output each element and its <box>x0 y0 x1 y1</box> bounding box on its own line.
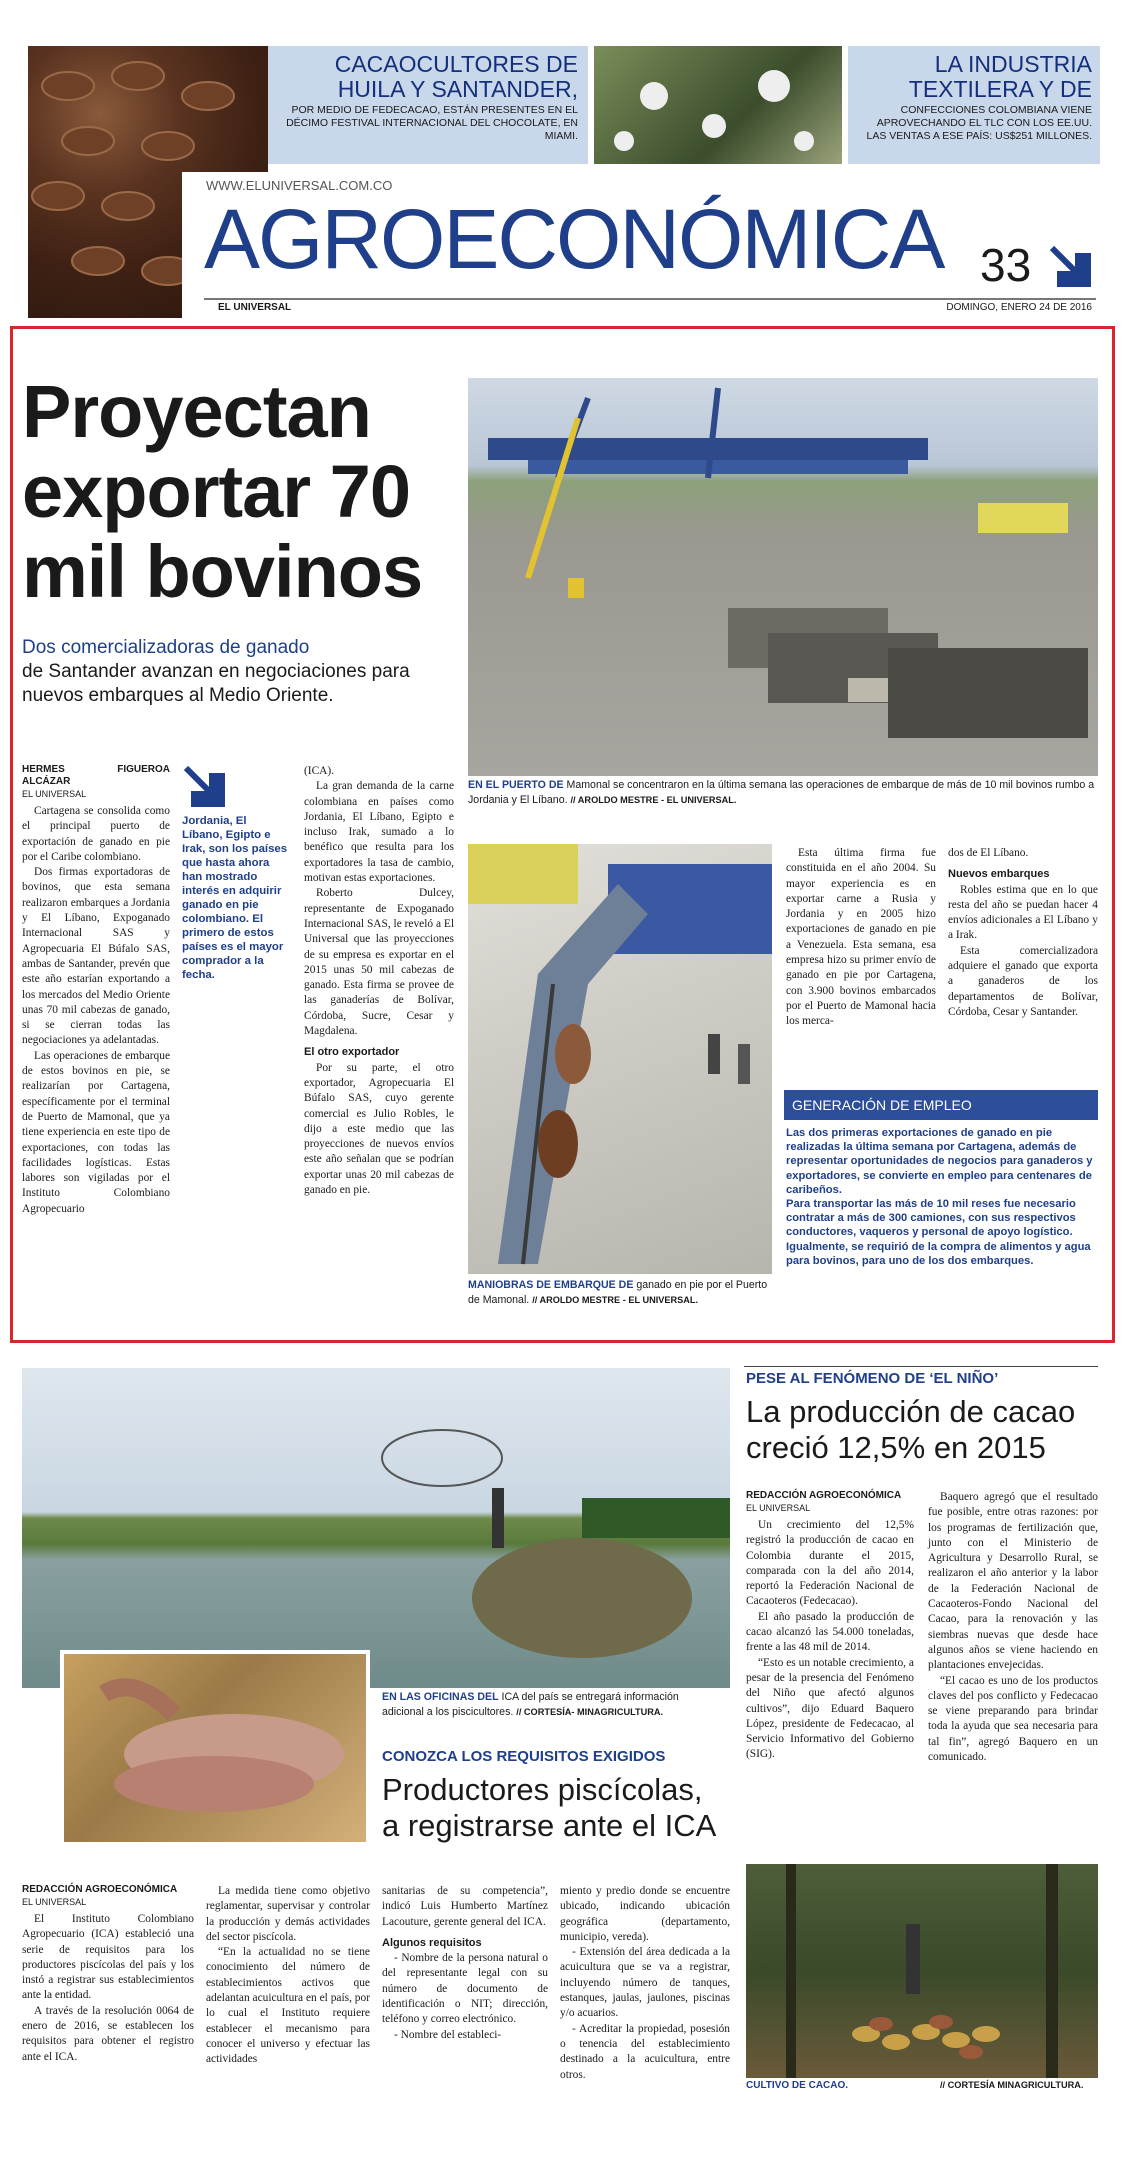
main-col4 <box>786 846 936 1030</box>
fish-col3 <box>382 1884 548 2043</box>
port-photo <box>468 378 1098 776</box>
fish-col3-subhead: Algunos requisitos <box>382 1936 482 1949</box>
fish-col2 <box>206 1884 370 2068</box>
main-col5 <box>948 846 1098 1020</box>
main-byline: HERMES FIGUEROA ALCÁZAR <box>22 764 170 787</box>
fish-byline: REDACCIÓN AGROECONÓMICA <box>22 1884 178 1895</box>
main-headline: Proyectan exportar 70 mil bovinos <box>22 370 423 613</box>
paper-name: EL UNIVERSAL <box>218 302 292 313</box>
main-col3-subhead: El otro exportador <box>304 1046 400 1059</box>
cacao-col2 <box>928 1490 1098 1765</box>
header-teaser-bar <box>28 46 1100 166</box>
embark-photo <box>468 844 772 1274</box>
fish-caption-text: ICA del país se entregará información adicional a los piscicultores. <box>382 1691 679 1718</box>
main-col5-subhead: Nuevos embarques <box>948 868 1050 881</box>
photo2-credit: // AROLDO MESTRE - EL UNIVERSAL. <box>532 1295 699 1305</box>
fish-col4 <box>560 1884 730 2083</box>
teaser-right-text: CONFECCIONES COLOMBIANA VIENE APROVECHANDO EL TLC CON LOS EE.UU. LAS VENTAS A ESE PAÍS: US$251 MILLONES. <box>866 104 1092 142</box>
fish-col2-p1: La medida tiene como objetivo reglamentar, supervisar y controlar la producción y demás actividades del sector piscícola. <box>206 1885 370 1943</box>
fish-col3-p2: - Nombre de la persona natural o del representante legal con su número de documento de identificación o NIT; dirección, teléfono y correo electrónico. <box>382 1952 548 2026</box>
section-title: AGROECONÓMICA <box>204 192 944 286</box>
fish-col1-p1: El Instituto Colombiano Agropecuario (ICA) estableció una serie de requisitos para los productores piscícolas del país y los instó a registrar sus establecimientos ante la entidad. <box>22 1913 194 2002</box>
fish-photo-caption <box>382 1690 722 1720</box>
cacao-col2-p1: Baquero agregó que el resultado fue posible, entre otras razones: por los programas de fertilización que, junto con el Ministerio de Agricultura y Desarrollo Rural, se realizaron el año anterior y la labor de la Federación Nacional de Cacaoteros-Fondo Nacional del Cacao, para la renovación y las siembras nuevas que desde hace algunos años se viene haciendo en plantaciones envejecidas. <box>928 1491 1098 1672</box>
fish-col1 <box>22 1884 194 2065</box>
date: DOMINGO, ENERO 24 DE 2016 <box>946 302 1092 313</box>
photo2-caption-lead: MANIOBRAS DE EMBARQUE DE <box>468 1279 634 1291</box>
fish-closeup-photo <box>60 1650 370 1846</box>
teaser-left-text: POR MEDIO DE FEDECACAO, ESTÁN PRESENTES EN EL DÉCIMO FESTIVAL INTERNACIONAL DEL CHOCOLATE, EN MIAMI. <box>286 104 578 142</box>
main-byline-sub: EL UNIVERSAL <box>22 789 87 799</box>
teaser-right[interactable] <box>848 46 1100 164</box>
cacao-headline: La producción de cacao creció 12,5% en 2015 <box>746 1394 1076 1465</box>
employment-box-p2: Para transportar las más de 10 mil reses fue necesario contratar a más de 300 camiones, con sus respectivos conductores, vaqueros y personal de apoyo logístico. Igualmente, se requirió de la compra de alimentos y agua para bovinos, para uno de los dos embarques. <box>786 1198 1091 1267</box>
teaser-left-title: CACAOCULTORES DE HUILA Y SANTANDER, <box>334 51 578 102</box>
photo1-credit: // AROLDO MESTRE - EL UNIVERSAL. <box>570 795 737 805</box>
website: WWW.ELUNIVERSAL.COM.CO <box>206 178 393 193</box>
cacao-photo-caption: CULTIVO DE CACAO. <box>746 2080 849 2091</box>
cacao-photo-credit: // CORTESÍA MINAGRICULTURA. <box>940 2080 1084 2090</box>
employment-box <box>784 1090 1098 1302</box>
main-col1 <box>22 764 170 1217</box>
employment-box-p1: Las dos primeras exportaciones de ganado en pie realizadas la última semana por Cartagena, además de representar oportunidades de negocios para ganaderos y exportadores, se convierte en empleo para centenares de caribeños. <box>786 1127 1093 1196</box>
employment-box-title: GENERACIÓN DE EMPLEO <box>784 1090 1098 1120</box>
main-col3-p2: La gran demanda de la carne colombiana en países como Jordania, El Líbano, Egipto e incluso Irak, sumado a lo benéfico que resulta para los exportadores la tasa de cambio, motivan estas exportaciones. <box>304 780 454 885</box>
fish-headline: Productores piscícolas, a registrarse ante el ICA <box>382 1772 717 1843</box>
masthead <box>182 172 1100 318</box>
main-col5-p1: dos de El Líbano. <box>948 847 1029 859</box>
deck-blue: Dos comercializadoras de ganado <box>22 637 310 658</box>
arrow-down-right-icon <box>1048 244 1092 288</box>
main-col1-p2: Dos firmas exportadoras de bovinos, que esta semana realizaron embarques a Jordania y El Líbano, Expoganado Internacional SAS y Agropecuaria El Búfalo SAS, ambas de Santander, prevén que este año estarían exportando a los mercados del Medio Oriente unas 70 mil cabezas de ganado, si se cierran todas las negociaciones ya adelantadas. <box>22 866 170 1047</box>
cacao-col1 <box>746 1490 914 1763</box>
fish-col3-p3: - Nombre del estableci- <box>394 2028 502 2041</box>
fish-col2-p2: “En la actualidad no se tiene conocimiento del número de establecimientos activos que adelantan acuicultura en el país, por lo cual el Instituto requiere establecer el mecanismo para conocer el universo y efectuar las actividades <box>206 1946 370 2066</box>
fishing-photo <box>22 1368 730 1688</box>
photo1-caption-lead: EN EL PUERTO DE <box>468 779 564 791</box>
cacao-photo <box>746 1864 1098 2078</box>
fish-kicker: CONOZCA LOS REQUISITOS EXIGIDOS <box>382 1748 666 1765</box>
fish-credit: // CORTESÍA- MINAGRICULTURA. <box>516 1707 664 1717</box>
teaser-left[interactable] <box>268 46 588 164</box>
main-col1-p1: Cartagena se consolida como el principal puerto de exportación de ganado en pie por el Caribe colombiano. <box>22 805 170 863</box>
cotton-photo <box>594 46 842 164</box>
employment-box-body <box>784 1120 1098 1274</box>
fish-byline-sub: EL UNIVERSAL <box>22 1897 87 1907</box>
masthead-rule <box>204 298 1096 300</box>
main-col3-p3: Roberto Dulcey, representante de Expoganado Internacional SAS, le reveló a El Universal que las proyecciones de su empresa es exportar en el 2015 unas 50 mil cabezas de ganado. Esta firma se provee de las ganaderías de Bolívar, Córdoba, Sucre, Cesar y Magdalena. <box>304 887 454 1038</box>
fish-col4-p2: - Extensión del área dedicada a la acuicultura que se va a registrar, incluyendo número de tanques, estanques, jaulas, jaulones, piscinas y/o acuarios. <box>560 1946 730 2020</box>
cacao-rule <box>744 1366 1098 1367</box>
fish-col3-p1: sanitarias de su competencia”, indicó Luis Humberto Martínez Lacouture, gerente general del ICA. <box>382 1885 548 1928</box>
main-col3-p1: (ICA). <box>304 765 335 777</box>
cacao-byline: REDACCIÓN AGROECONÓMICA <box>746 1490 902 1501</box>
photo2-caption-text: ganado en pie por el Puerto de Mamonal. <box>468 1279 768 1306</box>
main-col3 <box>304 764 454 1198</box>
fish-caption-lead: EN LAS OFICINAS DEL <box>382 1691 499 1703</box>
photo2-caption <box>468 1278 778 1308</box>
teaser-right-title: LA INDUSTRIA TEXTILERA Y DE <box>908 51 1092 102</box>
fish-col4-p1: miento y predio donde se encuentre ubicado, indicando ubicación geográfica (departamento, municipio, vereda). <box>560 1885 730 1943</box>
cacao-col1-p3: “Esto es un notable crecimiento, a pesar de la presencia del Fenómeno del Niño que afectó algunos cultivos”, dijo Eduard Baquero López, presidente de Fedecacao, al Servicio Informativo del Gobierno (SIG). <box>746 1656 914 1761</box>
pullquote-arrow-icon <box>182 764 226 808</box>
photo1-caption <box>468 778 1098 808</box>
photo1-caption-text: Mamonal se concentraron en la última semana las operaciones de embarque de más de 10 mil bovinos rumbo a Jordania y El Líbano. <box>468 779 1095 806</box>
page-number: 33 <box>980 239 1032 291</box>
deck-rest: de Santander avanzan en negociaciones para nuevos embarques al Medio Oriente. <box>22 661 410 706</box>
main-deck <box>22 636 462 708</box>
cacao-byline-sub: EL UNIVERSAL <box>746 1503 811 1513</box>
cacao-kicker: PESE AL FENÓMENO DE ‘EL NIÑO’ <box>746 1370 999 1387</box>
pullquote: Jordania, El Líbano, Egipto e Irak, son los países que hasta ahora han mostrado interés en adquirir ganado en pie colombiano. El primero de estos países es el mayor comprador a la fecha. <box>182 815 288 981</box>
main-col5-p3: Esta comercializadora adquiere el ganado que exporta a ganaderos de los departamentos de Bolívar, Córdoba, Cesar y Santander. <box>948 944 1098 1018</box>
main-col1-p3: Las operaciones de embarque de estos bovinos en pie, se realizarían por Cartagena, específicamente por el terminal de Puerto de Mamonal, que ya tiene experiencia en este tipo de exportaciones, con todas las facilidades logísticas. Estas labores son vigiladas por el Instituto Colombiano Agropecuario <box>22 1049 170 1215</box>
cacao-col2-p2: “El cacao es uno de los productos claves del pos conflicto y Fedecacao se viene preparando para brindar toda la ayuda que sea necesaria para tal fin”, agregó Baquero en un comunicado. <box>928 1674 1098 1764</box>
main-col5-p2: Robles estima que en lo que resta del año se puedan hacer 4 envíos adicionales a El Líbano y a Irak. <box>948 883 1098 942</box>
cacao-col1-p2: El año pasado la producción de cacao alcanzó las 54.000 toneladas, frente a las 48 mil de 2014. <box>746 1610 914 1654</box>
main-col4-p1: Esta última firma fue constituida en el año 2004. Su mayor experiencia es en exportar carne a Rusia y Jordania y en 2005 hizo exportaciones de ganado en pie a Venezuela. Esta semana, esa empresa hizo su primer envío de ganado en pie por Cartagena, con 3.900 bovinos embarcados por el Puerto de Mamonal hacia los merca- <box>786 847 936 1028</box>
fish-col4-p3: - Acreditar la propiedad, posesión o tenencia del establecimiento destinado a la acuicultura, entre otros. <box>560 2022 730 2081</box>
fish-col1-p2: A través de la resolución 0064 de enero de 2016, se establecen los requisitos para obtener el registro ante el ICA. <box>22 2004 194 2063</box>
cacao-col1-p1: Un crecimiento del 12,5% registró la producción de cacao en Colombia durante el 2015, comparada con la del año 2014, reportó la Federación Nacional de Cacaoteros (Fedecacao). <box>746 1519 914 1608</box>
main-col3-p4: Por su parte, el otro exportador, Agropecuaria El Búfalo SAS, cuyo gerente comercial es Julio Robles, le dijo a este medio que las proyecciones de nuevos envíos este año señalan que se podrían exportar unas 20 mil cabezas de ganado en pie. <box>304 1061 454 1197</box>
